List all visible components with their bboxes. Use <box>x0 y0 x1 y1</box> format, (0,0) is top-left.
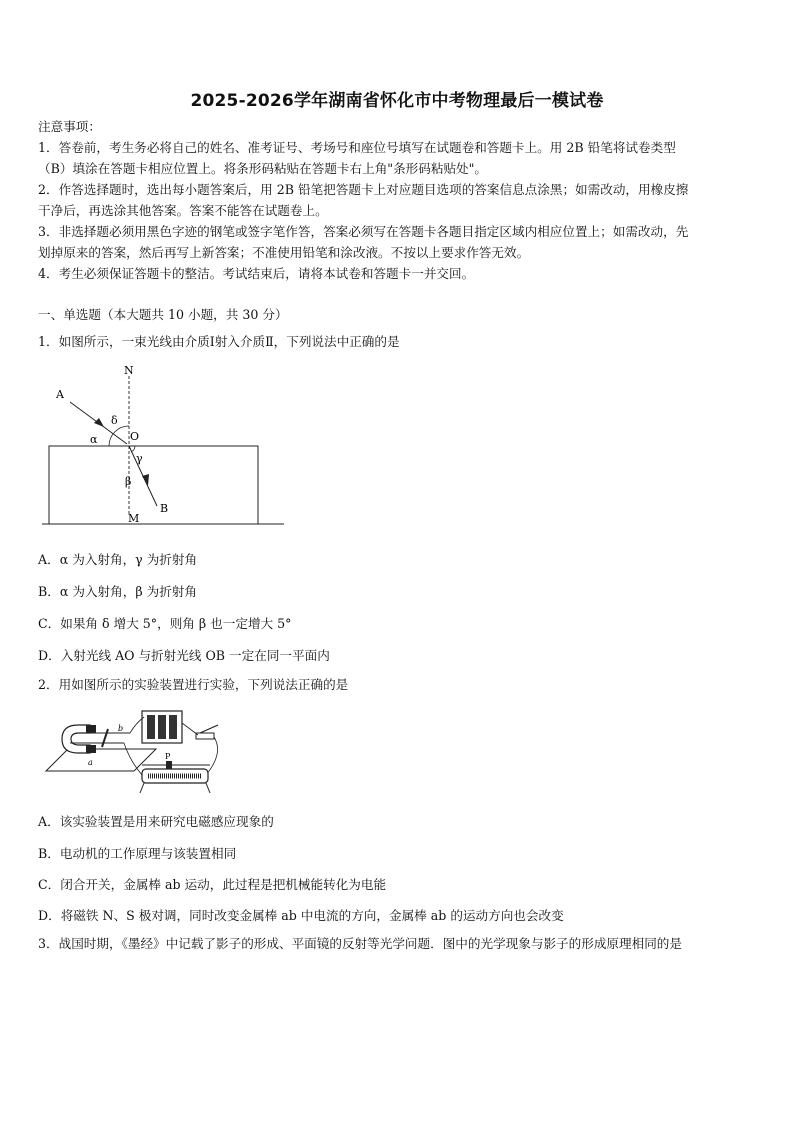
label-A: A <box>56 388 64 401</box>
q2-option-b: B．电动机的工作原理与该装置相同 <box>38 846 237 861</box>
wire-4 <box>124 743 142 775</box>
section-heading: 一、单选题（本大题共 10 小题，共 30 分） <box>38 307 288 322</box>
battery-cell-2 <box>158 715 166 739</box>
exam-title: 2025-2026学年湖南省怀化市中考物理最后一模试卷 <box>190 91 604 111</box>
switch-base <box>196 733 214 739</box>
notice-line-2: （B）填涂在答题卡相应位置上。将条形码粘贴在答题卡右上角"条形码粘贴处"。 <box>38 161 488 176</box>
q1-option-b: B．α 为入射角，β 为折射角 <box>38 584 197 599</box>
q1-refraction-figure <box>38 360 288 530</box>
switch-lever <box>200 725 218 733</box>
rheostat-slider <box>166 761 172 769</box>
metal-rod-ab <box>102 729 108 747</box>
notice-line-7: 4．考生必须保证答题卡的整洁。考试结束后，请将本试卷和答题卡一并交回。 <box>38 266 475 281</box>
notice-line-6: 划掉原来的答案，然后再写上新答案；不准使用铅笔和涂改液。不按以上要求作答无效。 <box>38 245 530 260</box>
q1-stem: 1．如图所示，一束光线由介质Ⅰ射入介质Ⅱ，下列说法中正确的是 <box>38 334 400 349</box>
base-board <box>46 749 156 771</box>
q3-stem: 3．战国时期，《墨经》中记载了影子的形成、平面镜的反射等光学问题．图中的光学现象与影子的形成原理相同的是 <box>38 936 682 951</box>
q2-option-d: D．将磁铁 N、S 极对调，同时改变金属棒 ab 中电流的方向，金属棒 ab 的运动方向也会改变 <box>38 908 564 923</box>
label-b: b <box>118 724 124 733</box>
medium-block <box>49 446 258 524</box>
rheostat-leg-right <box>206 783 210 793</box>
notice-line-1: 1．答卷前，考生务必将自己的姓名、准考证号、考场号和座位号填写在试题卷和答题卡上。用 2B 铅笔将试卷类型 <box>38 140 676 155</box>
label-P: P <box>165 752 171 761</box>
notice-heading: 注意事项： <box>38 119 101 134</box>
label-N: N <box>124 364 134 377</box>
label-delta: δ <box>111 414 118 427</box>
label-M: M <box>128 512 140 525</box>
rheostat-leg-left <box>140 783 144 793</box>
q2-apparatus-figure <box>38 703 238 803</box>
battery-cell-3 <box>169 715 177 739</box>
q1-option-c: C．如果角 δ 增大 5°，则角 β 也一定增大 5° <box>38 616 292 631</box>
label-gamma: γ <box>136 452 143 465</box>
wire-2 <box>182 723 198 735</box>
label-B: B <box>160 502 169 515</box>
horseshoe-magnet <box>62 725 90 753</box>
label-beta: β <box>125 475 132 488</box>
notice-line-5: 3．非选择题必须用黑色字迹的钢笔或签字笔作答，答案必须写在答题卡各题目指定区域内相应位置上；如需改动，先 <box>38 224 689 239</box>
notice-line-3: 2．作答选择题时，选出每小题答案后，用 2B 铅笔把答题卡上对应题目选项的答案信息点涂黑；如需改动，用橡皮擦 <box>38 182 689 197</box>
battery-cell-1 <box>147 715 155 739</box>
refracted-arrowhead <box>142 474 149 486</box>
label-O: O <box>130 430 140 443</box>
label-alpha: α <box>90 433 98 446</box>
q2-stem: 2．用如图所示的实验装置进行实验，下列说法正确的是 <box>38 677 349 692</box>
magnet-pole-bottom <box>86 745 96 753</box>
magnet-pole-top <box>86 725 96 733</box>
incident-arrowhead <box>94 418 104 427</box>
label-a: a <box>88 758 93 767</box>
q1-option-a: A．α 为入射角，γ 为折射角 <box>38 552 198 567</box>
wire-3 <box>206 737 218 775</box>
q2-option-c: C．闭合开关，金属棒 ab 运动，此过程是把机械能转化为电能 <box>38 877 387 892</box>
q1-option-d: D．入射光线 AO 与折射光线 OB 一定在同一平面内 <box>38 648 330 663</box>
notice-line-4: 干净后，再选涂其他答案。答案不能答在试题卷上。 <box>38 203 328 218</box>
q2-option-a: A．该实验装置是用来研究电磁感应现象的 <box>38 814 274 829</box>
